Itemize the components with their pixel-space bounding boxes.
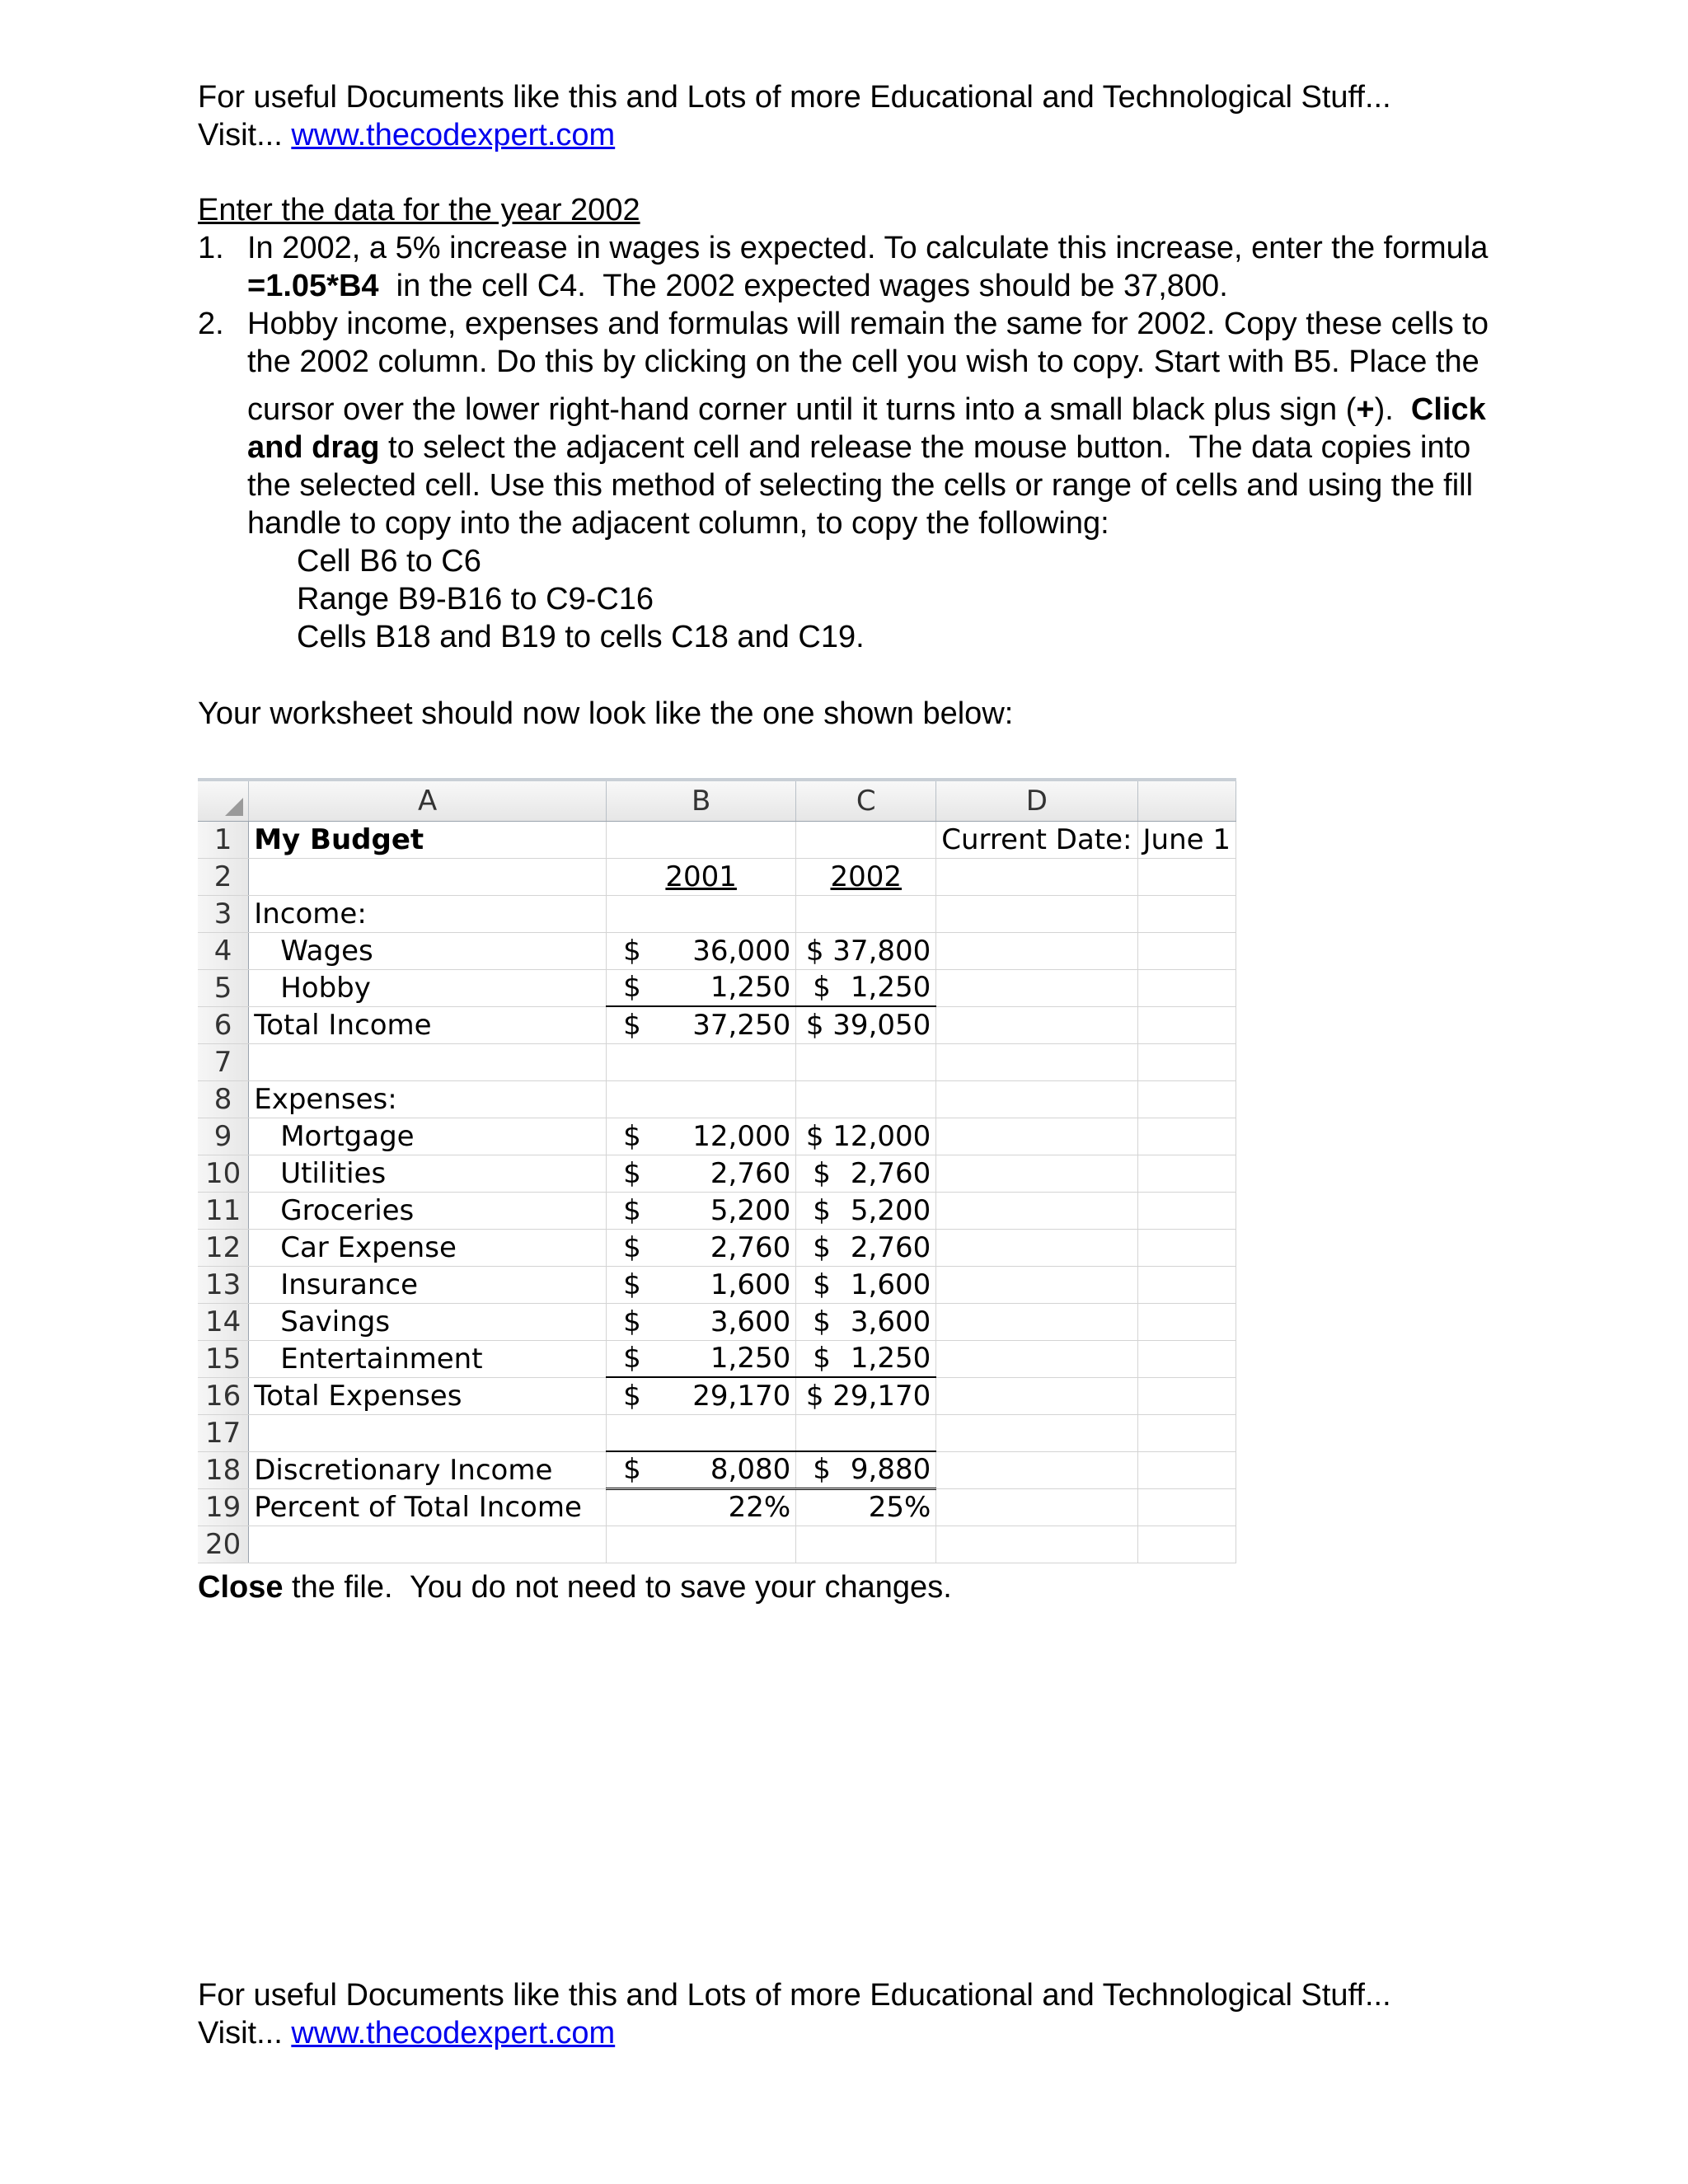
cell-e8[interactable] bbox=[1137, 1080, 1236, 1118]
cell-d8[interactable] bbox=[936, 1080, 1137, 1118]
cell-b17[interactable] bbox=[607, 1414, 796, 1451]
cell-a18[interactable]: Discretionary Income bbox=[249, 1451, 607, 1488]
cell-c8[interactable] bbox=[796, 1080, 936, 1118]
cell-a6[interactable]: Total Income bbox=[249, 1006, 607, 1043]
header-visit-label: Visit... bbox=[198, 118, 283, 152]
cell-c18[interactable]: $ 9,880 bbox=[796, 1451, 936, 1488]
spreadsheet-grid bbox=[198, 778, 1236, 1577]
cell-b14[interactable]: $ 3,600 bbox=[607, 1303, 796, 1340]
cell-e12[interactable] bbox=[1137, 1229, 1236, 1266]
spreadsheet-table bbox=[198, 781, 1236, 1563]
cell-e18[interactable] bbox=[1137, 1451, 1236, 1488]
select-all-corner[interactable] bbox=[198, 781, 249, 821]
cell-c10[interactable]: $ 2,760 bbox=[796, 1155, 936, 1192]
header-promo-text: For useful Documents like this and Lots of more Educational and Technological Stuff... bbox=[198, 80, 1391, 115]
cell-a12[interactable]: Car Expense bbox=[249, 1229, 607, 1266]
table-row bbox=[198, 932, 1236, 969]
table-row bbox=[198, 1488, 1236, 1526]
step-text: Hobby income, expenses and formulas will remain the same for 2002. Copy these cells to bbox=[247, 307, 1489, 341]
table-row bbox=[198, 821, 1236, 858]
cell-d12[interactable] bbox=[936, 1229, 1137, 1266]
row-number[interactable]: 14 bbox=[198, 1303, 249, 1340]
step-number: 2. bbox=[198, 307, 224, 341]
cell-a4[interactable]: Wages bbox=[249, 932, 607, 969]
cell-d10[interactable] bbox=[936, 1155, 1137, 1192]
cell-b2[interactable]: 2001 bbox=[607, 858, 796, 895]
step-text: the selected cell. Use this method of selecting the cells or range of cells and using the fill bbox=[247, 468, 1474, 503]
cell-e13[interactable] bbox=[1137, 1266, 1236, 1303]
cell-d16[interactable] bbox=[936, 1377, 1137, 1414]
cell-d18[interactable] bbox=[936, 1451, 1137, 1488]
cell-c9[interactable]: $ 12,000 bbox=[796, 1118, 936, 1155]
cell-a2[interactable] bbox=[249, 858, 607, 895]
cell-a1[interactable]: My Budget bbox=[249, 821, 607, 858]
row-number[interactable]: 19 bbox=[198, 1488, 249, 1526]
cell-d17[interactable] bbox=[936, 1414, 1137, 1451]
cell-d19[interactable] bbox=[936, 1488, 1137, 1526]
instruction-list bbox=[198, 229, 1615, 656]
footer-promo bbox=[198, 1976, 1391, 2052]
row-number[interactable]: 13 bbox=[198, 1266, 249, 1303]
cell-e14[interactable] bbox=[1137, 1303, 1236, 1340]
table-row bbox=[198, 1043, 1236, 1080]
table-row bbox=[198, 1155, 1236, 1192]
cell-b3[interactable] bbox=[607, 895, 796, 932]
cell-d4[interactable] bbox=[936, 932, 1137, 969]
cell-b16[interactable]: $ 29,170 bbox=[607, 1377, 796, 1414]
cell-d6[interactable] bbox=[936, 1006, 1137, 1043]
column-header-a[interactable]: A bbox=[249, 781, 607, 821]
cell-c2[interactable]: 2002 bbox=[796, 858, 936, 895]
row-number[interactable]: 4 bbox=[198, 932, 249, 969]
table-row bbox=[198, 969, 1236, 1006]
formula-text: =1.05*B4 bbox=[247, 269, 379, 303]
cell-d15[interactable] bbox=[936, 1340, 1137, 1377]
sub-item: Range B9-B16 to C9-C16 bbox=[297, 582, 654, 616]
cell-a15[interactable]: Entertainment bbox=[249, 1340, 607, 1377]
footer-visit-label: Visit... bbox=[198, 2016, 283, 2050]
click-bold: Click bbox=[1410, 392, 1486, 427]
cell-e2[interactable] bbox=[1137, 858, 1236, 895]
cell-b8[interactable] bbox=[607, 1080, 796, 1118]
header-visit-line bbox=[198, 116, 1391, 154]
cell-a8[interactable]: Expenses: bbox=[249, 1080, 607, 1118]
cell-d11[interactable] bbox=[936, 1192, 1137, 1229]
cell-d3[interactable] bbox=[936, 895, 1137, 932]
row-number[interactable]: 12 bbox=[198, 1229, 249, 1266]
cell-a17[interactable] bbox=[249, 1414, 607, 1451]
cell-d1[interactable]: Current Date: bbox=[936, 821, 1137, 858]
table-row bbox=[198, 1303, 1236, 1340]
plus-sign: + bbox=[1356, 392, 1375, 427]
cell-b19[interactable]: 22% bbox=[607, 1488, 796, 1526]
cell-e10[interactable] bbox=[1137, 1155, 1236, 1192]
cell-c15[interactable]: $ 1,250 bbox=[796, 1340, 936, 1377]
cell-c16[interactable]: $ 29,170 bbox=[796, 1377, 936, 1414]
row-number[interactable]: 18 bbox=[198, 1451, 249, 1488]
cell-c13[interactable]: $ 1,600 bbox=[796, 1266, 936, 1303]
cell-a11[interactable]: Groceries bbox=[249, 1192, 607, 1229]
cell-c4[interactable]: $ 37,800 bbox=[796, 932, 936, 969]
row-number[interactable]: 8 bbox=[198, 1080, 249, 1118]
cell-c1[interactable] bbox=[796, 821, 936, 858]
cell-b11[interactable]: $ 5,200 bbox=[607, 1192, 796, 1229]
row-number[interactable]: 10 bbox=[198, 1155, 249, 1192]
cell-a3[interactable]: Income: bbox=[249, 895, 607, 932]
cell-b13[interactable]: $ 1,600 bbox=[607, 1266, 796, 1303]
cell-b5[interactable]: $ 1,250 bbox=[607, 969, 796, 1006]
cell-d5[interactable] bbox=[936, 969, 1137, 1006]
cell-a16[interactable]: Total Expenses bbox=[249, 1377, 607, 1414]
step-number: 1. bbox=[198, 231, 224, 265]
cell-a9[interactable]: Mortgage bbox=[249, 1118, 607, 1155]
row-number[interactable]: 3 bbox=[198, 895, 249, 932]
cell-e9[interactable] bbox=[1137, 1118, 1236, 1155]
cell-b20[interactable] bbox=[607, 1526, 796, 1563]
cell-e6[interactable] bbox=[1137, 1006, 1236, 1043]
row-number[interactable]: 16 bbox=[198, 1377, 249, 1414]
cell-b7[interactable] bbox=[607, 1043, 796, 1080]
cell-c5[interactable]: $ 1,250 bbox=[796, 969, 936, 1006]
step-text: In 2002, a 5% increase in wages is expected. To calculate this increase, enter the formula bbox=[247, 231, 1489, 265]
cell-c14[interactable]: $ 3,600 bbox=[796, 1303, 936, 1340]
cell-d7[interactable] bbox=[936, 1043, 1137, 1080]
step-text: and drag to select the adjacent cell and release the mouse button. The data copies into bbox=[247, 430, 1471, 465]
cell-e11[interactable] bbox=[1137, 1192, 1236, 1229]
cell-b10[interactable]: $ 2,760 bbox=[607, 1155, 796, 1192]
cell-b18[interactable]: $ 8,080 bbox=[607, 1451, 796, 1488]
step-text: handle to copy into the adjacent column, to copy the following: bbox=[247, 506, 1109, 541]
table-row bbox=[198, 1414, 1236, 1451]
cell-c20[interactable] bbox=[796, 1526, 936, 1563]
row-number[interactable]: 5 bbox=[198, 969, 249, 1006]
row-number[interactable]: 20 bbox=[198, 1526, 249, 1563]
row-number[interactable]: 2 bbox=[198, 858, 249, 895]
sub-item: Cells B18 and B19 to cells C18 and C19. bbox=[297, 620, 865, 654]
cell-e7[interactable] bbox=[1137, 1043, 1236, 1080]
cell-e5[interactable] bbox=[1137, 969, 1236, 1006]
header-url-link[interactable]: www.thecodexpert.com bbox=[291, 118, 616, 152]
table-row bbox=[198, 1006, 1236, 1043]
list-item bbox=[198, 305, 1615, 656]
list-item bbox=[198, 229, 1615, 305]
column-header-c[interactable]: C bbox=[796, 781, 936, 821]
cell-a14[interactable]: Savings bbox=[249, 1303, 607, 1340]
cell-c7[interactable] bbox=[796, 1043, 936, 1080]
cell-b9[interactable]: $ 12,000 bbox=[607, 1118, 796, 1155]
drag-bold: and drag bbox=[247, 430, 380, 465]
cell-a7[interactable] bbox=[249, 1043, 607, 1080]
table-row bbox=[198, 858, 1236, 895]
sub-item: Cell B6 to C6 bbox=[297, 544, 481, 579]
cell-b6[interactable]: $ 37,250 bbox=[607, 1006, 796, 1043]
row-number[interactable]: 17 bbox=[198, 1414, 249, 1451]
worksheet-intro: Your worksheet should now look like the one shown below: bbox=[198, 696, 1014, 731]
close-bold: Close bbox=[198, 1570, 284, 1605]
footer-url-link[interactable]: www.thecodexpert.com bbox=[291, 2016, 616, 2050]
cell-e1[interactable]: June 1 bbox=[1137, 821, 1236, 858]
cell-a5[interactable]: Hobby bbox=[249, 969, 607, 1006]
cell-e16[interactable] bbox=[1137, 1377, 1236, 1414]
cell-d13[interactable] bbox=[936, 1266, 1137, 1303]
cell-a13[interactable]: Insurance bbox=[249, 1266, 607, 1303]
cell-c11[interactable]: $ 5,200 bbox=[796, 1192, 936, 1229]
step-text: =1.05*B4 in the cell C4. The 2002 expected wages should be 37,800. bbox=[247, 269, 1228, 303]
table-row bbox=[198, 1526, 1236, 1563]
table-row bbox=[198, 1080, 1236, 1118]
table-row bbox=[198, 1118, 1236, 1155]
cell-a20[interactable] bbox=[249, 1526, 607, 1563]
cell-e4[interactable] bbox=[1137, 932, 1236, 969]
cell-b12[interactable]: $ 2,760 bbox=[607, 1229, 796, 1266]
row-number[interactable]: 11 bbox=[198, 1192, 249, 1229]
cell-e19[interactable] bbox=[1137, 1488, 1236, 1526]
row-number[interactable]: 6 bbox=[198, 1006, 249, 1043]
cell-e17[interactable] bbox=[1137, 1414, 1236, 1451]
table-row bbox=[198, 1377, 1236, 1414]
cell-e20[interactable] bbox=[1137, 1526, 1236, 1563]
cell-b4[interactable]: $ 36,000 bbox=[607, 932, 796, 969]
closing-instruction: Close the file. You do not need to save your changes. bbox=[198, 1570, 952, 1605]
cell-d20[interactable] bbox=[936, 1526, 1137, 1563]
table-row bbox=[198, 1192, 1236, 1229]
cell-c6[interactable]: $ 39,050 bbox=[796, 1006, 936, 1043]
table-row bbox=[198, 1266, 1236, 1303]
step-text: cursor over the lower right-hand corner until it turns into a small black plus sign (+). Click bbox=[247, 392, 1486, 427]
cell-e15[interactable] bbox=[1137, 1340, 1236, 1377]
step-text: the 2002 column. Do this by clicking on the cell you wish to copy. Start with B5. Place the bbox=[247, 344, 1479, 379]
cell-c12[interactable]: $ 2,760 bbox=[796, 1229, 936, 1266]
footer-promo-text: For useful Documents like this and Lots of more Educational and Technological Stuff... bbox=[198, 1978, 1391, 2013]
footer-visit-line bbox=[198, 2014, 1391, 2052]
column-header-b[interactable]: B bbox=[607, 781, 796, 821]
row-number[interactable]: 9 bbox=[198, 1118, 249, 1155]
table-row bbox=[198, 1451, 1236, 1488]
table-row bbox=[198, 1340, 1236, 1377]
row-number[interactable]: 15 bbox=[198, 1340, 249, 1377]
section-title: Enter the data for the year 2002 bbox=[198, 193, 640, 227]
cell-d9[interactable] bbox=[936, 1118, 1137, 1155]
cell-b1[interactable] bbox=[607, 821, 796, 858]
cell-a19[interactable]: Percent of Total Income bbox=[249, 1488, 607, 1526]
column-header-row bbox=[198, 781, 1236, 821]
column-header-e[interactable] bbox=[1137, 781, 1236, 821]
cell-b15[interactable]: $ 1,250 bbox=[607, 1340, 796, 1377]
row-number[interactable]: 7 bbox=[198, 1043, 249, 1080]
cell-c19[interactable]: 25% bbox=[796, 1488, 936, 1526]
cell-e3[interactable] bbox=[1137, 895, 1236, 932]
cell-d2[interactable] bbox=[936, 858, 1137, 895]
table-row bbox=[198, 1229, 1236, 1266]
cell-c17[interactable] bbox=[796, 1414, 936, 1451]
column-header-d[interactable]: D bbox=[936, 781, 1137, 821]
row-number[interactable]: 1 bbox=[198, 821, 249, 858]
table-row bbox=[198, 895, 1236, 932]
header-promo bbox=[198, 78, 1391, 154]
cell-a10[interactable]: Utilities bbox=[249, 1155, 607, 1192]
cell-c3[interactable] bbox=[796, 895, 936, 932]
cell-d14[interactable] bbox=[936, 1303, 1137, 1340]
